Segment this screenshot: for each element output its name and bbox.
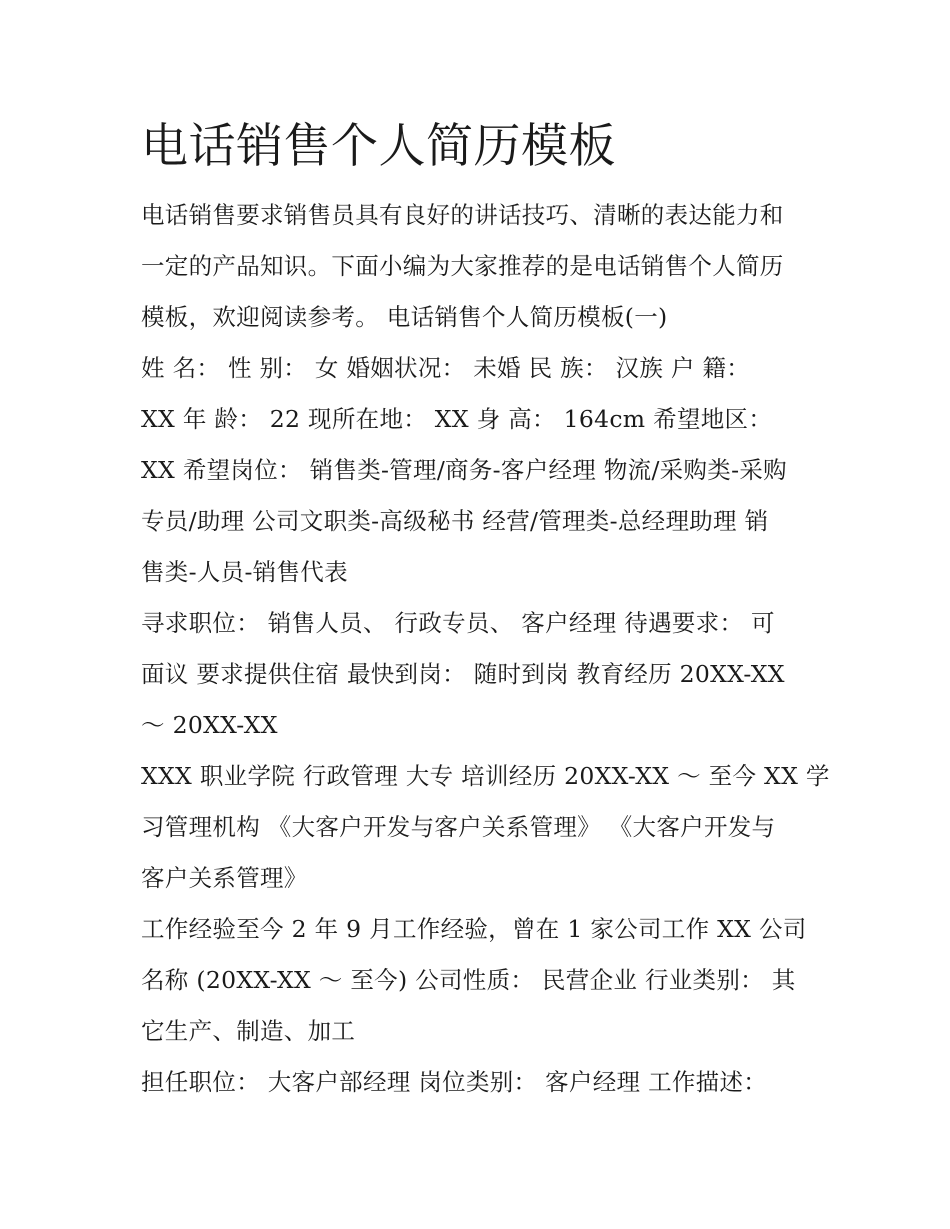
text-line: 模板，欢迎阅读参考。 电话销售个人简历模板(一) bbox=[141, 303, 668, 331]
text-line: 工作经验至今 2 年 9 月工作经验，曾在 1 家公司工作 XX 公司 bbox=[141, 915, 807, 943]
text-line: 名称 (20XX-XX ～ 至今) 公司性质： 民营企业 行业类别： 其 bbox=[141, 966, 796, 994]
document-title: 电话销售个人简历模板 bbox=[141, 119, 616, 174]
document-body bbox=[141, 112, 830, 1108]
text-line: XXX 职业学院 行政管理 大专 培训经历 20XX-XX ～ 至今 XX 学 bbox=[141, 762, 830, 790]
text-line: 专员/助理 公司文职类-高级秘书 经营/管理类-总经理助理 销 bbox=[141, 507, 769, 535]
text-line: 习管理机构 《大客户开发与客户关系管理》 《大客户开发与 bbox=[141, 813, 776, 841]
text-line: 担任职位： 大客户部经理 岗位类别： 客户经理 工作描述： bbox=[141, 1068, 768, 1096]
text-line: 电话销售要求销售员具有良好的讲话技巧、清晰的表达能力和 bbox=[141, 201, 784, 229]
desired-position-paragraph bbox=[141, 445, 821, 598]
job-role-paragraph bbox=[141, 1057, 821, 1108]
text-line: XX 希望岗位： 销售类-管理/商务-客户经理 物流/采购类-采购 bbox=[141, 456, 787, 484]
text-line: 客户关系管理》 bbox=[141, 864, 308, 892]
intro-paragraph bbox=[141, 190, 821, 343]
text-line: 它生产、制造、加工 bbox=[141, 1017, 356, 1045]
work-experience-paragraph bbox=[141, 904, 821, 1057]
text-line: 姓 名： 性 别： 女 婚姻状况： 未婚 民 族： 汉族 户 籍： bbox=[141, 354, 751, 382]
text-line: 一定的产品知识。下面小编为大家推荐的是电话销售个人简历 bbox=[141, 252, 784, 280]
personal-info-paragraph bbox=[141, 343, 821, 445]
text-line: 售类-人员-销售代表 bbox=[141, 558, 348, 586]
job-seeking-paragraph bbox=[141, 598, 821, 751]
text-line: ～ 20XX-XX bbox=[141, 711, 278, 739]
text-line: 寻求职位： 销售人员、 行政专员、 客户经理 待遇要求： 可 bbox=[141, 609, 775, 637]
text-line: XX 年 龄： 22 现所在地： XX 身 高： 164cm 希望地区： bbox=[141, 405, 773, 433]
text-line: 面议 要求提供住宿 最快到岗： 随时到岗 教育经历 20XX-XX bbox=[141, 660, 785, 688]
education-training-paragraph bbox=[141, 751, 830, 904]
